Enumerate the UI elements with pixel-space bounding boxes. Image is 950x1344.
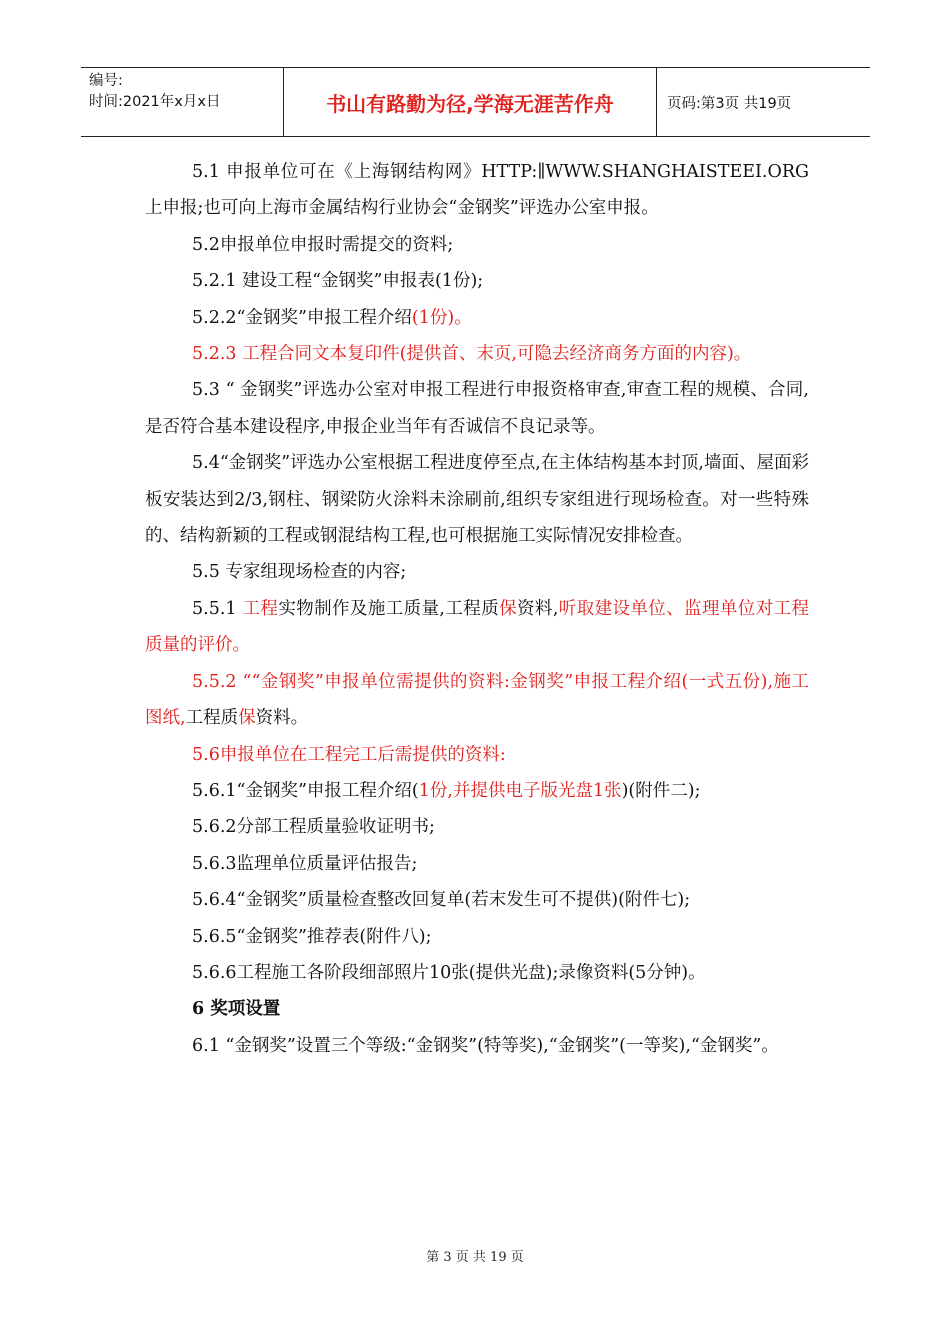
text-run: 保 xyxy=(499,598,518,619)
body-paragraph xyxy=(145,591,809,664)
text-run: 实物制作及施工质量,工程质 xyxy=(278,598,500,619)
body-paragraph xyxy=(145,846,809,882)
body-paragraph xyxy=(145,1028,809,1064)
body-paragraph xyxy=(145,300,809,336)
text-run: 5.6.6工程施工各阶段细部照片10张(提供光盘);录像资料(5分钟)。 xyxy=(192,962,706,983)
text-run: 资料。 xyxy=(255,708,309,729)
header-motto: 书山有路勤为径,学海无涯苦作舟 xyxy=(283,68,657,136)
body-paragraph xyxy=(145,737,809,773)
body-paragraph xyxy=(145,991,809,1027)
text-run: 5.6申报单位在工程完工后需提供的资料: xyxy=(192,744,506,765)
header-page-label: 页码:第3页 共19页 xyxy=(667,95,792,112)
text-run: (1份)。 xyxy=(411,307,472,328)
text-run: 保 xyxy=(238,708,256,729)
text-run: 5.2.2“金钢奖”申报工程介绍 xyxy=(192,307,412,328)
body-paragraph xyxy=(145,919,809,955)
body-paragraph xyxy=(145,227,809,263)
text-run: 工程质 xyxy=(185,708,239,729)
text-run: 6.1 “金钢奖”设置三个等级:“金钢奖”(特等奖),“金钢奖”(一等奖),“金钢奖”。 xyxy=(192,1035,779,1056)
text-run: 5.6.2分部工程质量验收证明书; xyxy=(192,817,435,838)
body-paragraph xyxy=(145,154,809,227)
body-paragraph xyxy=(145,372,809,445)
text-run: 1份,并提供电子版光盘1张 xyxy=(418,780,622,801)
body-paragraph xyxy=(145,882,809,918)
text-run: 5.1 申报单位可在《上海钢结构网》HTTP:∥WWW.SHANGHAISTEEI.ORG上申报;也可向上海市金属结构行业协会“金钢奖”评选办公室申报。 xyxy=(145,162,809,219)
body-paragraph xyxy=(145,554,809,590)
body-paragraph xyxy=(145,263,809,299)
body-paragraph xyxy=(145,664,809,737)
body-paragraph xyxy=(145,445,809,554)
text-run: 5.5 专家组现场检查的内容; xyxy=(192,562,407,583)
text-run: 5.2.3 工程合同文本复印件(提供首、末页,可隐去经济商务方面的内容)。 xyxy=(192,344,752,365)
body-paragraph xyxy=(145,336,809,372)
doc-number-label: 编号: xyxy=(89,73,123,89)
page-header xyxy=(81,67,870,137)
text-run: 5.6.1“金钢奖”申报工程介绍( xyxy=(192,780,419,801)
text-run: 5.5.1 xyxy=(192,598,243,619)
page-footer: 第 3 页 共 19 页 xyxy=(426,1250,524,1265)
text-run: )(附件二); xyxy=(621,780,701,801)
body-paragraph xyxy=(145,955,809,991)
text-run: 5.6.3监理单位质量评估报告; xyxy=(192,853,418,874)
body-paragraph xyxy=(145,773,809,809)
text-run: 听取建设单位、监理单位对工程质量的评价。 xyxy=(145,598,810,656)
text-run: 5.2.1 建设工程“金钢奖”申报表(1份); xyxy=(192,271,484,292)
text-run: 5.2申报单位申报时需提交的资料; xyxy=(192,234,454,255)
document-body xyxy=(145,154,809,1064)
text-run: 5.4“金钢奖”评选办公室根据工程进度停至点,在主体结构基本封顶,墙面、屋面彩板安装达到2/3,钢柱、钢梁防火涂料未涂刷前,组织专家组进行现场检查。对一些特殊的、结构新颖的工程或钢混结构工程,也可根据施工实际情况安排检查。 xyxy=(145,453,809,547)
text-run: 资料, xyxy=(517,598,559,619)
text-run: 6 奖项设置 xyxy=(192,999,281,1020)
text-run: 5.6.4“金钢奖”质量检查整改回复单(若末发生可不提供)(附件七); xyxy=(192,890,691,911)
text-run: 工程 xyxy=(242,598,279,619)
text-run: 5.3 “ 金钢奖”评选办公室对申报工程进行申报资格审查,审查工程的规模、合同,是否符合基本建设程序,申报企业当年有否诚信不良记录等。 xyxy=(145,380,809,437)
header-meta xyxy=(81,68,283,136)
text-run: 5.6.5“金钢奖”推荐表(附件八); xyxy=(192,926,432,947)
text-run: 5.5.2 ““金钢奖”申报单位需提供的资料:金钢奖”申报工程介绍(一式五份),施工图纸, xyxy=(145,671,809,729)
body-paragraph xyxy=(145,809,809,845)
doc-date-label: 时间:2021年x月x日 xyxy=(89,94,221,110)
